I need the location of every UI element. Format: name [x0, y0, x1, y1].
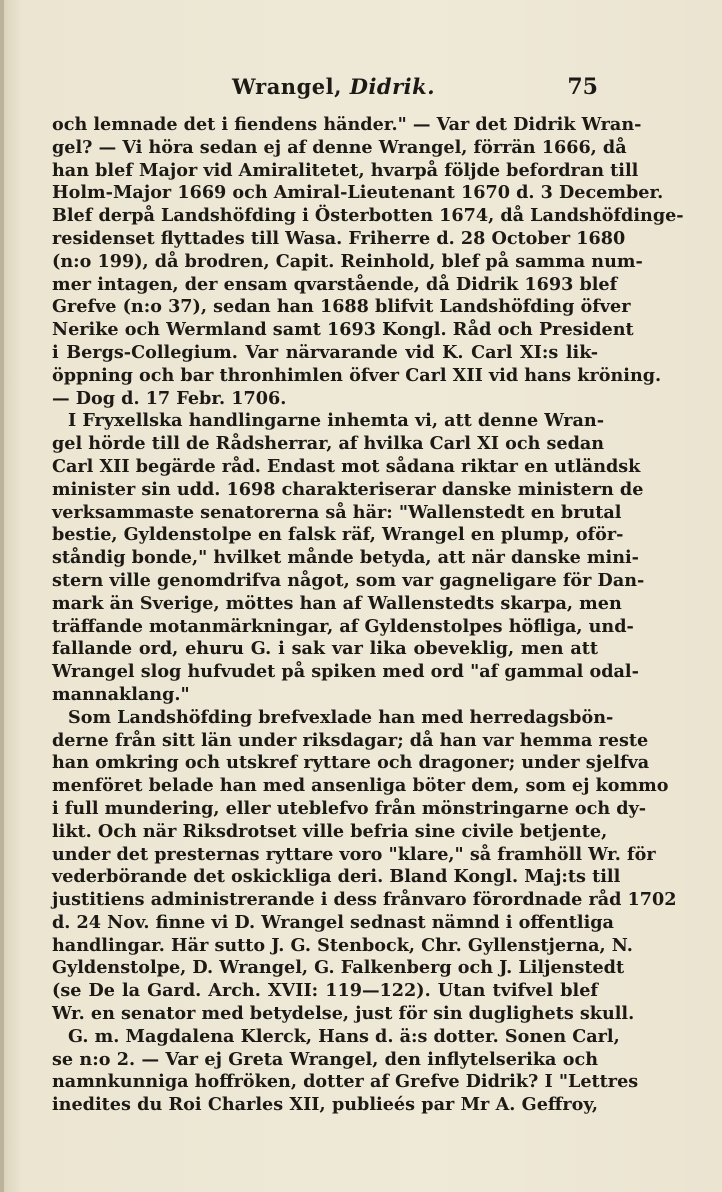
text-line: han omkring och utskref ryttare och dragoner; under sjelfva — [52, 752, 650, 774]
text-line: handlingar. Här sutto J. G. Stenbock, Chr. Gyllenstjerna, N. — [52, 934, 633, 956]
text-line: Nerike och Wermland samt 1693 Kongl. Råd och President — [52, 319, 634, 341]
text-line: och lemnade det i fiendens händer." — Var det Didrik Wran- — [52, 114, 642, 135]
text-line: ståndig bonde," hvilket månde betyda, att när danske mini- — [52, 547, 639, 569]
text-line: (se De la Gard. Arch. XVII: 119—122). Utan tvifvel blef — [52, 980, 598, 1002]
running-head-name-italic: Didrik. — [349, 74, 436, 99]
text-line: gel? — Vi höra sedan ej af denne Wrangel, förrän 1666, då — [52, 136, 627, 158]
text-line: — Dog d. 17 Febr. 1706. — [52, 387, 287, 409]
running-head-title — [232, 74, 435, 99]
text-line: stern ville genomdrifva något, som var gagneligare för Dan- — [52, 569, 645, 591]
text-line: likt. Och när Riksdrotset ville befria sine civile betjente, — [52, 820, 608, 842]
text-line: Som Landshöfding brefvexlade han med herredagsbön- — [68, 706, 614, 728]
text-line: residenset flyttades till Wasa. Friherre d. 28 October 1680 — [52, 227, 626, 249]
text-line: Blef derpå Landshöfding i Österbotten 1674, då Landshöfdinge- — [52, 205, 684, 227]
text-line: i full mundering, eller uteblefvo från mönstringarne och dy- — [52, 797, 647, 819]
text-line: minister sin udd. 1698 charakteriserar danske ministern de — [52, 478, 644, 500]
page-number: 75 — [567, 74, 598, 100]
text-line: öppning och bar thronhimlen öfver Carl XII vid hans kröning. — [52, 364, 662, 386]
text-line: I Fryxellska handlingarne inhemta vi, att denne Wran- — [68, 410, 605, 432]
text-line: derne från sitt län under riksdagar; då han var hemma reste — [52, 729, 649, 751]
text-line: (n:o 199), då brodren, Capit. Reinhold, blef på samma num- — [52, 250, 643, 272]
text-line: se n:o 2. — Var ej Greta Wrangel, den inflytelserika och — [52, 1048, 598, 1070]
body-text — [52, 114, 684, 1117]
text-line: fallande ord, ehuru G. i sak var lika obeveklig, men att — [52, 638, 598, 660]
text-line: namnkunniga hoffröken, dotter af Grefve Didrik? I "Lettres — [52, 1071, 639, 1093]
page-gutter — [0, 0, 4, 1192]
text-line: Carl XII begärde råd. Endast mot sådana riktar en utländsk — [52, 455, 641, 477]
text-line: mannaklang." — [52, 683, 190, 705]
text-line: träffande motanmärkningar, af Gyldenstolpes höfliga, und- — [52, 615, 634, 637]
text-line: menföret belade han med ansenliga böter dem, som ej kommo — [52, 775, 669, 797]
text-line: verksammaste senatorerna så här: "Wallenstedt en brutal — [52, 501, 622, 523]
text-line: mark än Sverige, möttes han af Wallenstedts skarpa, men — [52, 592, 622, 614]
text-line: G. m. Magdalena Klerck, Hans d. ä:s dotter. Sonen Carl, — [68, 1025, 620, 1047]
running-head-name: Wrangel, — [232, 74, 342, 99]
text-line: han blef Major vid Amiralitetet, hvarpå följde befordran till — [52, 159, 639, 181]
text-line: mer intagen, der ensam qvarstående, då Didrik 1693 blef — [52, 273, 618, 295]
running-head — [52, 74, 598, 104]
text-line: gel hörde till de Rådsherrar, af hvilka Carl XI och sedan — [52, 433, 605, 455]
text-line: i Bergs-Collegium. Var närvarande vid K. Carl XI:s lik- — [52, 341, 598, 363]
text-line: d. 24 Nov. finne vi D. Wrangel sednast nämnd i offentliga — [52, 911, 614, 933]
text-line: Grefve (n:o 37), sedan han 1688 blifvit Landshöfding öfver — [52, 296, 631, 318]
text-line: inedites du Roi Charles XII, publieés par Mr A. Geffroy, — [52, 1094, 598, 1116]
text-line: Gyldenstolpe, D. Wrangel, G. Falkenberg och J. Liljenstedt — [52, 957, 625, 979]
text-line: vederbörande det oskickliga deri. Bland Kongl. Maj:ts till — [52, 866, 621, 888]
text-line: Holm-Major 1669 och Amiral-Lieutenant 1670 d. 3 December. — [52, 182, 664, 204]
text-line: justitiens administrerande i dess frånvaro förordnade råd 1702 — [52, 889, 677, 911]
text-line: Wrangel slog hufvudet på spiken med ord "af gammal odal- — [52, 661, 639, 683]
text-line: bestie, Gyldenstolpe en falsk räf, Wrangel en plump, oför- — [52, 524, 624, 546]
text-line: Wr. en senator med betydelse, just för sin duglighets skull. — [52, 1003, 635, 1025]
text-line: under det presternas ryttare voro "klare," så framhöll Wr. för — [52, 843, 656, 865]
